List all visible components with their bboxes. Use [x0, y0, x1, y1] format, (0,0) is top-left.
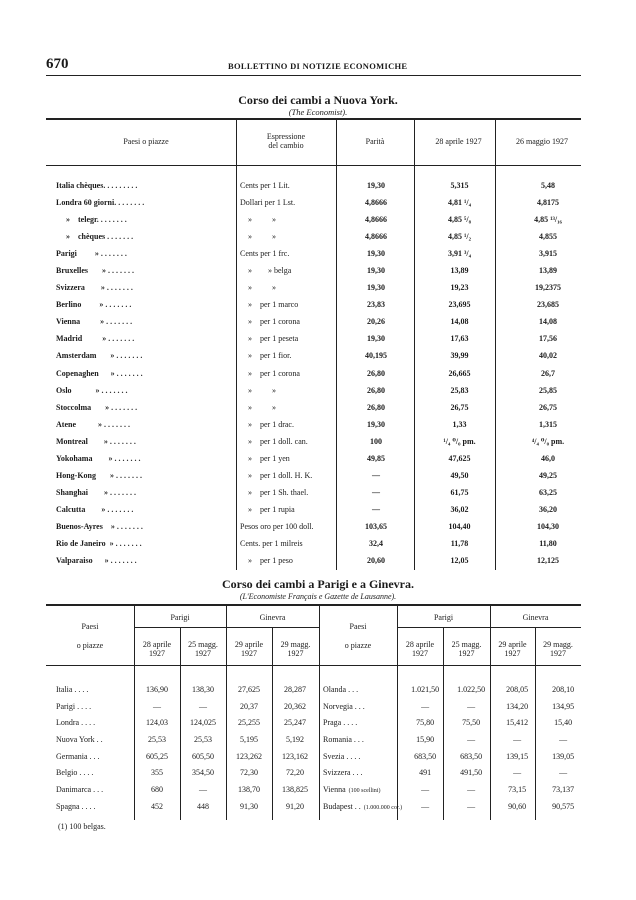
t1-cell-place: » chèques . . . . . . . [56, 232, 134, 242]
page-number: 670 [46, 56, 69, 72]
t1-cell-april: 49,50 [450, 470, 469, 480]
t2-cell-place [323, 764, 402, 781]
t1-cell-may: 46,0 [541, 453, 555, 463]
t2-cell-place [56, 798, 134, 815]
table-row [323, 698, 586, 715]
table-row [56, 798, 318, 815]
t2-cell-p1: — [153, 701, 161, 711]
t2-cell-g2: 90,575 [552, 801, 575, 811]
t2-right-ginevra: Ginevra [522, 613, 549, 622]
t2-right-h-may29: 29 magg. [543, 640, 573, 649]
t1-header-parity: Parità [365, 137, 385, 146]
t1-cell-parity: 26,80 [367, 385, 385, 395]
t2-left-ginevra: Ginevra [259, 613, 286, 622]
t2-cell-p2: 491,50 [460, 768, 483, 778]
table-row [56, 552, 592, 569]
t1-cell-parity: 4,8666 [365, 215, 387, 225]
t1-cell-may: 63,25 [539, 487, 557, 497]
t1-cell-april: 4,85 ¹/₂ [447, 232, 472, 242]
t1-cell-expr: » per 1 peseta [240, 334, 299, 344]
table1-title: Corso dei cambi a Nuova York. [238, 93, 398, 107]
t2-cell-p2: — [467, 734, 476, 744]
t2-cell-g1: 208,05 [506, 684, 529, 694]
t2-cell-place [56, 748, 134, 765]
t1-cell-april: 11,78 [450, 539, 469, 548]
t1-cell-may: 11,80 [539, 539, 557, 548]
t2-place-label: Danimarca . . . [56, 784, 104, 794]
t2-place-label: Londra . . . . [56, 718, 96, 728]
t1-cell-place: Copenaghen » . . . . . . . [56, 368, 143, 378]
t1-cell-may: 49,25 [539, 470, 557, 480]
t1-cell-place: Hong-Kong » . . . . . . . [56, 470, 143, 480]
t1-cell-place: Bruxelles » . . . . . . . [56, 266, 134, 276]
t2-place-label: Parigi . . . . [56, 701, 92, 711]
t1-cell-parity: 19,30 [367, 249, 385, 259]
t1-cell-expr: Dollari per 1 Lst. [240, 198, 296, 208]
t1-cell-may: 104,30 [537, 521, 559, 531]
t2-cell-p2: — [467, 784, 476, 794]
t1-cell-april: 36,02 [450, 504, 469, 514]
t2-right-place-2: o piazze [344, 641, 372, 650]
t1-cell-april: ¹/₄ ⁰/₀ pm. [443, 437, 476, 447]
t1-cell-may: 36,20 [539, 504, 557, 514]
t1-cell-april: 4,85 ⁵/₈ [447, 215, 472, 225]
table-row [56, 296, 592, 313]
t1-cell-expr: » » [240, 385, 276, 395]
t2-cell-place [323, 748, 402, 765]
t1-cell-parity: 40,195 [365, 351, 387, 361]
t1-cell-parity: 19,30 [367, 181, 385, 191]
t2-cell-place [56, 731, 134, 748]
t2-place-label: Norvegia . . . [323, 701, 365, 711]
t1-cell-may: 17,56 [539, 334, 557, 344]
t1-cell-parity: 4,8666 [365, 198, 387, 208]
t1-cell-expr: » per 1 rupia [240, 504, 295, 514]
t2-cell-p1: 683,50 [414, 751, 437, 761]
t2-right-h-apr29: 29 aprile [498, 640, 527, 649]
t2-cell-g2: — [559, 768, 568, 778]
table-row [56, 416, 592, 433]
t2-right-h-may-yr: 1927 [458, 649, 475, 658]
t1-cell-may: ⁴/₄ ⁰/₀ pm. [531, 437, 565, 447]
t2-left-h-may29-yr: 1927 [287, 649, 304, 658]
t1-cell-april: 17,63 [450, 334, 469, 344]
t2-cell-place [56, 714, 134, 731]
t1-cell-parity: — [372, 487, 380, 497]
t2-left-h-may-yr: 1927 [195, 649, 211, 658]
t1-cell-april: 19,23 [450, 283, 469, 293]
t2-place-label: Romania . . . [323, 734, 364, 744]
table-row [56, 399, 592, 416]
t2-cell-p1: 15,90 [416, 734, 435, 744]
t2-cell-p1: 75,80 [416, 718, 435, 728]
t2-cell-place [56, 781, 134, 798]
t1-cell-parity: — [372, 504, 380, 514]
t1-header-expr-2: del cambio [268, 141, 304, 150]
t1-cell-expr: Cents per 1 Lit. [240, 181, 290, 191]
t1-cell-april: 5,315 [450, 181, 469, 191]
t1-cell-parity: 19,30 [367, 334, 385, 344]
t1-cell-may: 3,915 [539, 249, 557, 259]
t2-cell-g1: 5,195 [240, 734, 258, 744]
t2-right-place-1: Paesi [349, 622, 367, 631]
t2-cell-p1: — [421, 784, 430, 794]
t1-cell-april: 23,695 [448, 300, 471, 310]
table-row [323, 731, 586, 748]
t2-cell-g1: 139,15 [506, 751, 529, 761]
t1-cell-april: 39,99 [450, 351, 469, 361]
table-row [56, 347, 592, 364]
t1-cell-parity: 26,80 [367, 402, 385, 412]
t1-cell-expr: » per 1 fior. [240, 351, 292, 361]
header-rule [46, 75, 581, 76]
t2-cell-g2: 20,362 [284, 701, 306, 711]
t2-cell-g2: — [559, 734, 568, 744]
t1-cell-may: 14,08 [539, 317, 557, 327]
table-row [56, 382, 592, 399]
t2-vline [319, 606, 320, 820]
t1-cell-place: Berlino » . . . . . . . [56, 300, 132, 310]
table2-subtitle: (L'Economiste Français e Gazette de Lausanne). [239, 592, 397, 601]
t1-cell-may: 26,75 [539, 402, 557, 412]
table2-title: Corso dei cambi a Parigi e a Ginevra. [222, 577, 414, 591]
table2-header-rule [46, 665, 581, 666]
t2-cell-p2: 1.022,50 [457, 684, 486, 694]
t1-cell-expr: » per 1 corona [240, 317, 300, 327]
t1-cell-parity: 23,83 [367, 300, 385, 310]
table2-top-rule [46, 604, 581, 606]
table1-top-rule [46, 118, 581, 120]
t2-cell-p2: — [467, 801, 476, 811]
t2-cell-p2: 25,53 [194, 734, 212, 744]
t1-cell-expr: » per 1 peso [240, 556, 293, 566]
t2-cell-g2: 72,20 [286, 768, 304, 778]
t1-cell-expr: » » [240, 402, 276, 412]
table-row [56, 681, 318, 698]
t2-cell-p2: 124,025 [190, 718, 216, 728]
t1-cell-may: 13,89 [539, 266, 557, 276]
t2-cell-p1: 680 [151, 784, 163, 794]
t2-cell-place [323, 681, 402, 698]
table-row [56, 211, 592, 228]
t1-cell-place: Italia chèques. . . . . . . . . [56, 181, 138, 191]
t2-place-label: Spagna . . . . [56, 801, 96, 811]
t1-cell-expr: » per 1 doll. H. K. [240, 470, 313, 480]
t2-place-label: Praga . . . . [323, 718, 358, 728]
t1-cell-april: 26,665 [448, 368, 471, 378]
t1-cell-april: 61,75 [450, 487, 469, 497]
t1-cell-expr: » per 1 yen [240, 453, 290, 463]
t2-cell-p1: — [421, 801, 430, 811]
t1-cell-expr: » per 1 marco [240, 300, 299, 310]
t2-place-note: (1.000.000 cor.) [363, 804, 403, 811]
t2-left-h-apr29: 29 aprile [234, 640, 264, 649]
t2-place-label: Belgio . . . . [56, 768, 94, 778]
t1-cell-parity: 103,65 [365, 521, 387, 531]
t2-cell-g2: 28,287 [284, 684, 306, 694]
table-row [323, 781, 586, 798]
t2-cell-g2: 208,10 [552, 684, 575, 694]
table-row [56, 194, 592, 211]
table1-header-rule [46, 165, 581, 166]
t1-cell-expr: » per 1 drac. [240, 419, 294, 429]
table2-left-body [56, 681, 318, 815]
t2-cell-p2: 605,50 [192, 751, 214, 761]
t2-left-parigi: Parigi [170, 613, 190, 622]
t2-cell-p1: — [421, 701, 430, 711]
t2-cell-p2: — [467, 701, 476, 711]
t1-cell-april: 104,40 [448, 521, 471, 531]
t2-cell-p1: 452 [151, 801, 163, 811]
t2-cell-p2: 354,50 [192, 768, 214, 778]
t2-cell-place [323, 698, 402, 715]
table-row [56, 330, 592, 347]
t1-cell-may: 12,125 [537, 556, 559, 566]
table-row [56, 313, 592, 330]
t1-cell-expr: » » [240, 215, 276, 225]
t1-cell-place: Yokohama » . . . . . . . [56, 453, 141, 463]
t2-cell-place [323, 798, 402, 815]
t1-cell-parity: 19,30 [367, 266, 385, 276]
table-row [56, 433, 592, 450]
t2-cell-p2: — [199, 701, 207, 711]
t2-cell-p1: 124,03 [146, 718, 168, 728]
table-row [56, 484, 592, 501]
t2-cell-p2: 138,30 [192, 684, 214, 694]
table1-subtitle: (The Economist). [288, 107, 348, 117]
t2-place-label: Germania . . . [56, 751, 100, 761]
t1-cell-may: 23,685 [537, 300, 559, 310]
t2-place-label: Vienna [323, 784, 346, 794]
t1-cell-parity: — [372, 470, 380, 480]
t1-cell-expr: Cents per 1 frc. [240, 249, 290, 259]
t2-place-note: (100 scellini) [348, 787, 381, 794]
t2-cell-p1: 136,90 [146, 684, 168, 694]
table-row [56, 450, 592, 467]
t2-cell-g2: 73,137 [552, 784, 575, 794]
t1-cell-place: Montreal » . . . . . . . [56, 436, 136, 446]
t1-cell-expr: Pesos oro per 100 doll. [240, 521, 314, 531]
table-row [323, 748, 586, 765]
t2-cell-g1: — [513, 734, 522, 744]
t1-cell-may: 1,315 [539, 419, 557, 429]
t1-header-may: 26 maggio 1927 [516, 137, 568, 146]
t1-cell-may: 4,855 [539, 232, 557, 242]
t1-cell-may: 19,2375 [535, 283, 561, 293]
t1-cell-place: Amsterdam » . . . . . . . [56, 351, 143, 361]
t2-cell-g2: 5,192 [286, 734, 304, 744]
t2-cell-g1: 91,30 [240, 801, 258, 811]
t1-cell-may: 5,48 [541, 181, 555, 191]
t1-cell-april: 13,89 [450, 266, 469, 276]
t1-header-place: Paesi o piazze [123, 137, 169, 146]
table-row [56, 781, 318, 798]
t2-right-h-apr-yr: 1927 [412, 649, 428, 658]
t2-cell-place [56, 698, 134, 715]
t2-cell-place [323, 714, 402, 731]
t1-cell-parity: 20,60 [367, 556, 385, 566]
t2-cell-place [56, 764, 134, 781]
t2-left-h-may: 25 magg. [188, 640, 218, 649]
table-row [56, 535, 592, 552]
t1-cell-april: 47,625 [448, 453, 471, 463]
table-row [56, 467, 592, 484]
t2-cell-g1: 72,30 [240, 768, 258, 778]
t2-cell-g2: 15,40 [554, 718, 573, 728]
footnote: (1) 100 belgas. [58, 822, 106, 831]
table-row [323, 764, 586, 781]
t1-cell-parity: 20,26 [367, 317, 385, 327]
t1-cell-expr: » » belga [240, 266, 292, 276]
t2-left-place-1: Paesi [81, 622, 99, 631]
t1-cell-place: Londra 60 giorni. . . . . . . . [56, 198, 145, 208]
t2-cell-g1: 134,20 [506, 701, 529, 711]
t2-cell-g1: 90,60 [508, 801, 527, 811]
t1-cell-place: Vienna » . . . . . . . [56, 317, 133, 327]
t2-left-h-apr-yr: 1927 [149, 649, 165, 658]
t1-cell-may: 25,85 [539, 385, 557, 395]
t1-cell-april: 1,33 [452, 419, 467, 429]
t1-cell-place: Valparaiso » . . . . . . . [56, 556, 137, 566]
t1-cell-may: 4,8175 [537, 198, 559, 208]
table-row [323, 681, 586, 698]
t2-cell-p2: 75,50 [462, 718, 481, 728]
t1-cell-may: 26,7 [541, 368, 555, 378]
t1-cell-expr: » per 1 corona [240, 368, 300, 378]
t1-cell-place: Atene » . . . . . . . [56, 419, 130, 429]
table1-body [56, 177, 592, 569]
t1-cell-place: Rio de Janeiro » . . . . . . . [56, 539, 142, 548]
t2-cell-p1: 355 [151, 768, 163, 778]
t2-cell-g1: 27,625 [238, 684, 260, 694]
t1-cell-place: Parigi » . . . . . . . [56, 249, 127, 259]
t1-cell-parity: 49,85 [367, 453, 385, 463]
t2-place-label: Budapest . . [323, 801, 361, 811]
t1-cell-april: 26,75 [450, 402, 469, 412]
t2-place-label: Svezia . . . . [323, 751, 361, 761]
t2-right-h-may: 25 magg. [451, 640, 482, 649]
t1-cell-place: Oslo » . . . . . . . [56, 385, 128, 395]
t1-cell-expr: Cents. per 1 milreis [240, 539, 303, 548]
t1-cell-expr: » » [240, 232, 276, 242]
t2-cell-g1: 73,15 [508, 784, 527, 794]
table-row [56, 245, 592, 262]
t1-cell-place: » telegr. . . . . . . . [56, 215, 127, 225]
t2-cell-place [323, 781, 402, 798]
running-title: BOLLETTINO DI NOTIZIE ECONOMICHE [228, 61, 408, 71]
t1-cell-place: Buenos-Ayres » . . . . . . . [56, 521, 143, 531]
table2-right-subrule [397, 627, 581, 628]
t2-right-parigi: Parigi [433, 613, 454, 622]
t1-cell-parity: 26,80 [367, 368, 385, 378]
table-row [56, 262, 592, 279]
t2-cell-p2: 683,50 [460, 751, 483, 761]
t2-cell-g1: 138,70 [238, 784, 260, 794]
t2-cell-place [56, 681, 134, 698]
t2-cell-g2: 139,05 [552, 751, 575, 761]
t2-left-h-may29: 29 magg. [280, 640, 311, 649]
t2-right-h-apr29-yr: 1927 [504, 649, 521, 658]
t1-cell-may: 40,02 [539, 351, 557, 361]
t2-cell-g2: 138,825 [282, 784, 308, 794]
t2-place-label: Svizzera . . . [323, 768, 363, 778]
t1-cell-april: 14,08 [450, 317, 469, 327]
t1-cell-may: 4,85 ¹³/₁₆ [534, 215, 562, 225]
t2-cell-g2: 134,95 [552, 701, 575, 711]
table-row [56, 764, 318, 781]
t2-cell-g2: 25,247 [284, 718, 306, 728]
table-row [56, 279, 592, 296]
t1-cell-parity: 19,30 [367, 283, 385, 293]
t2-cell-g1: 123,262 [236, 751, 262, 761]
table-row [56, 365, 592, 382]
t2-cell-p2: 448 [197, 801, 209, 811]
table-row [56, 698, 318, 715]
t2-place-label: Olanda . . . [323, 684, 359, 694]
t2-left-h-apr: 28 aprile [142, 640, 172, 649]
t1-cell-place: Svizzera » . . . . . . . [56, 283, 133, 293]
t2-cell-p1: 491 [419, 768, 432, 778]
t1-cell-place: Shanghai » . . . . . . . [56, 487, 137, 497]
t2-cell-g2: 91,20 [286, 801, 304, 811]
t2-cell-g1: 25,255 [238, 718, 260, 728]
t1-cell-april: 12,05 [450, 556, 469, 566]
t1-cell-parity: 100 [370, 436, 382, 446]
t1-cell-expr: » » [240, 283, 276, 293]
t2-cell-g1: — [513, 768, 522, 778]
t1-cell-expr: » per 1 Sh. thael. [240, 487, 309, 497]
table-row [56, 748, 318, 765]
t1-cell-place: Stoccolma » . . . . . . . [56, 402, 138, 412]
t2-cell-g2: 123,162 [282, 751, 308, 761]
table-row [323, 714, 586, 731]
t1-cell-parity: 4,8666 [365, 232, 387, 242]
table-row [56, 518, 592, 535]
t2-cell-p1: 1.021,50 [411, 684, 440, 694]
t1-cell-april: 25,83 [450, 385, 469, 395]
t2-cell-g1: 15,412 [506, 718, 529, 728]
t1-cell-parity: 32,4 [369, 539, 383, 548]
table-row [56, 714, 318, 731]
t2-right-h-apr: 28 aprile [405, 640, 435, 649]
t2-left-place-2: o piazze [76, 641, 104, 650]
table-row [56, 228, 592, 245]
table-row [56, 177, 592, 194]
table-row [323, 798, 586, 815]
t2-cell-p1: 25,53 [148, 734, 166, 744]
t1-header-april: 28 aprile 1927 [435, 137, 482, 146]
t1-cell-expr: » per 1 doll. can. [240, 436, 308, 446]
t2-cell-p2: — [199, 784, 207, 794]
t1-header-expr-1: Espressione [266, 132, 306, 141]
t2-cell-g1: 20,37 [240, 701, 258, 711]
t1-cell-place: Madrid » . . . . . . . [56, 334, 135, 344]
t2-right-h-may29-yr: 1927 [550, 649, 566, 658]
t1-cell-place: Calcutta » . . . . . . . [56, 504, 134, 514]
table-row [56, 501, 592, 518]
t2-place-label: Nuova York . . [56, 734, 103, 744]
t1-cell-april: 3,91 ³/₄ [447, 249, 472, 259]
table-row [56, 731, 318, 748]
table2-right-body [323, 681, 586, 815]
t1-cell-parity: 19,30 [367, 419, 385, 429]
t2-cell-place [323, 731, 402, 748]
t2-cell-p1: 605,25 [146, 751, 168, 761]
t1-cell-april: 4,81 ¹/₄ [447, 198, 472, 208]
t2-place-label: Italia . . . . [56, 684, 89, 694]
t2-left-h-apr29-yr: 1927 [241, 649, 257, 658]
